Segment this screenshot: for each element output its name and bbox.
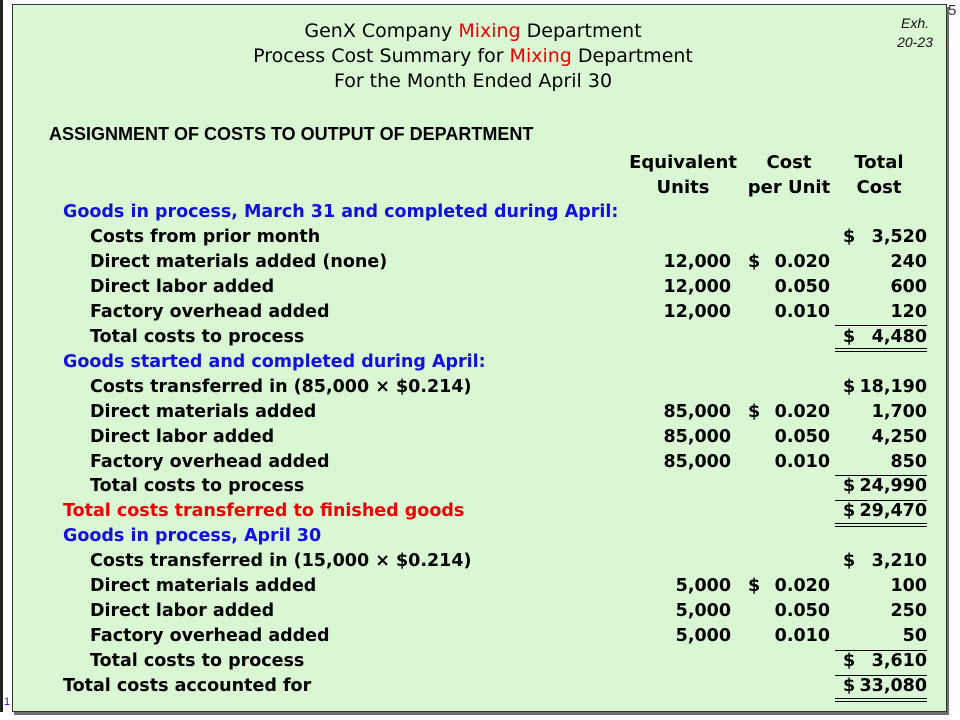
title-line-1 xyxy=(193,20,753,42)
total-cost-value: 120 xyxy=(890,301,927,322)
row-label: Goods in process, April 30 xyxy=(63,526,322,547)
section-heading: ASSIGNMENT OF COSTS TO OUTPUT OF DEPARTMENT xyxy=(49,124,534,144)
corner-mark: 1 xyxy=(4,696,11,708)
cost-per-unit-value: 0.020 xyxy=(774,251,830,272)
total-cost-value: 24,990 xyxy=(859,476,927,497)
slide-number: 5 xyxy=(948,2,957,19)
cost-per-unit-value: 0.010 xyxy=(774,451,830,472)
equivalent-units-cell: 85,000 xyxy=(663,401,731,422)
title-dept-highlight: Mixing xyxy=(458,20,521,42)
equivalent-units-cell: 5,000 xyxy=(675,626,731,647)
cost-per-unit-value: 0.010 xyxy=(774,301,830,322)
row-label: Factory overhead added xyxy=(90,451,330,472)
cost-per-unit-value: 0.050 xyxy=(774,601,830,622)
cost-per-unit-value: 0.020 xyxy=(774,401,830,422)
subtotal-rule-1 xyxy=(835,325,927,326)
table-row xyxy=(13,427,948,452)
total-cost-value: 3,610 xyxy=(871,651,927,672)
total-cost-value: 3,520 xyxy=(871,226,927,247)
equivalent-units-cell: 5,000 xyxy=(675,576,731,597)
currency-symbol: $ xyxy=(843,326,856,347)
currency-symbol: $ xyxy=(843,376,856,397)
row-label: Total costs to process xyxy=(90,476,305,497)
table-row xyxy=(13,452,948,477)
currency-symbol: $ xyxy=(843,651,856,672)
row-label: Goods started and completed during April: xyxy=(63,351,486,372)
total-cost-value: 850 xyxy=(890,451,927,472)
total-cost-value: 1,700 xyxy=(871,401,927,422)
row-label: Direct materials added xyxy=(90,576,317,597)
total-cost-value: 100 xyxy=(890,576,927,597)
col-cpu-line2: per Unit xyxy=(747,177,831,198)
title-summary-suffix: Department xyxy=(571,45,693,67)
title-company: GenX Company xyxy=(304,20,459,42)
col-cpu-line1: Cost xyxy=(766,152,812,173)
title-line-3: For the Month Ended April 30 xyxy=(333,70,613,92)
row-label: Factory overhead added xyxy=(90,301,330,322)
row-label: Total costs transferred to finished goods xyxy=(63,501,465,522)
total-cost-value: 250 xyxy=(890,601,927,622)
total-cost-value: 18,190 xyxy=(859,376,927,397)
table-row xyxy=(13,601,948,626)
title-summary-highlight: Mixing xyxy=(509,45,572,67)
table-row xyxy=(13,377,948,402)
double-rule-3 xyxy=(835,698,927,702)
table-row xyxy=(13,277,948,302)
row-label: Costs transferred in (15,000 × $0.214) xyxy=(90,551,472,572)
table-row xyxy=(13,327,948,352)
double-rule-1 xyxy=(835,348,927,352)
subtotal-rule-3 xyxy=(835,500,927,501)
equivalent-units-cell: 12,000 xyxy=(663,276,731,297)
subtotal-rule-5 xyxy=(835,675,927,676)
cost-per-unit-value: 0.010 xyxy=(774,626,830,647)
currency-symbol: $ xyxy=(748,401,761,422)
table-row xyxy=(13,252,948,277)
cost-per-unit-value: 0.050 xyxy=(774,426,830,447)
col-total-line1: Total xyxy=(854,152,904,173)
equivalent-units-cell: 85,000 xyxy=(663,426,731,447)
table-row xyxy=(13,227,948,252)
equivalent-units-cell: 12,000 xyxy=(663,301,731,322)
table-row xyxy=(13,551,948,576)
equivalent-units-cell: 85,000 xyxy=(663,451,731,472)
equivalent-units-cell: 5,000 xyxy=(675,601,731,622)
col-equiv-line2: Units xyxy=(656,177,710,198)
row-label: Direct labor added xyxy=(90,601,275,622)
row-label: Factory overhead added xyxy=(90,626,330,647)
total-cost-value: 600 xyxy=(890,276,927,297)
row-label: Direct materials added (none) xyxy=(90,251,388,272)
title-line-2 xyxy=(193,45,753,67)
table-row xyxy=(13,501,948,526)
currency-symbol: $ xyxy=(843,551,856,572)
total-cost-value: 4,250 xyxy=(871,426,927,447)
cost-per-unit-value: 0.020 xyxy=(774,576,830,597)
col-total-line2: Cost xyxy=(856,177,902,198)
row-label: Costs from prior month xyxy=(90,226,321,247)
total-cost-value: 29,470 xyxy=(859,501,927,522)
cost-per-unit-value: 0.050 xyxy=(774,276,830,297)
currency-symbol: $ xyxy=(843,501,856,522)
table-row xyxy=(13,526,948,551)
title-summary: Process Cost Summary for xyxy=(253,45,510,67)
row-label: Total costs to process xyxy=(90,326,305,347)
currency-symbol: $ xyxy=(843,676,856,697)
currency-symbol: $ xyxy=(843,226,856,247)
table-row xyxy=(13,402,948,427)
row-label: Direct materials added xyxy=(90,401,317,422)
table-row xyxy=(13,576,948,601)
currency-symbol: $ xyxy=(748,251,761,272)
row-label: Direct labor added xyxy=(90,276,275,297)
subtotal-rule-4 xyxy=(835,650,927,651)
exhibit-label: Exh. xyxy=(900,15,929,31)
table-row xyxy=(13,676,948,701)
content-panel xyxy=(12,4,947,712)
total-cost-value: 50 xyxy=(902,626,927,647)
col-equiv-line1: Equivalent xyxy=(629,152,737,173)
total-cost-value: 240 xyxy=(890,251,927,272)
total-cost-value: 3,210 xyxy=(871,551,927,572)
row-label: Total costs to process xyxy=(90,651,305,672)
table-row xyxy=(13,202,948,227)
currency-symbol: $ xyxy=(843,476,856,497)
slide-left-edge xyxy=(0,0,3,712)
row-label: Goods in process, March 31 and completed during April: xyxy=(63,202,619,222)
exhibit-number: 20-23 xyxy=(897,34,933,50)
currency-symbol: $ xyxy=(748,576,761,597)
double-rule-2 xyxy=(835,523,927,527)
table-row xyxy=(13,651,948,676)
table-row xyxy=(13,626,948,651)
table-row xyxy=(13,352,948,377)
row-label: Total costs accounted for xyxy=(63,676,312,697)
title-dept-suffix: Department xyxy=(520,20,642,42)
table-row xyxy=(13,476,948,501)
equivalent-units-cell: 12,000 xyxy=(663,251,731,272)
row-label: Costs transferred in (85,000 × $0.214) xyxy=(90,376,472,397)
total-cost-value: 4,480 xyxy=(871,326,927,347)
subtotal-rule-2 xyxy=(835,475,927,476)
total-cost-value: 33,080 xyxy=(859,676,927,697)
table-row xyxy=(13,302,948,327)
row-label: Direct labor added xyxy=(90,426,275,447)
